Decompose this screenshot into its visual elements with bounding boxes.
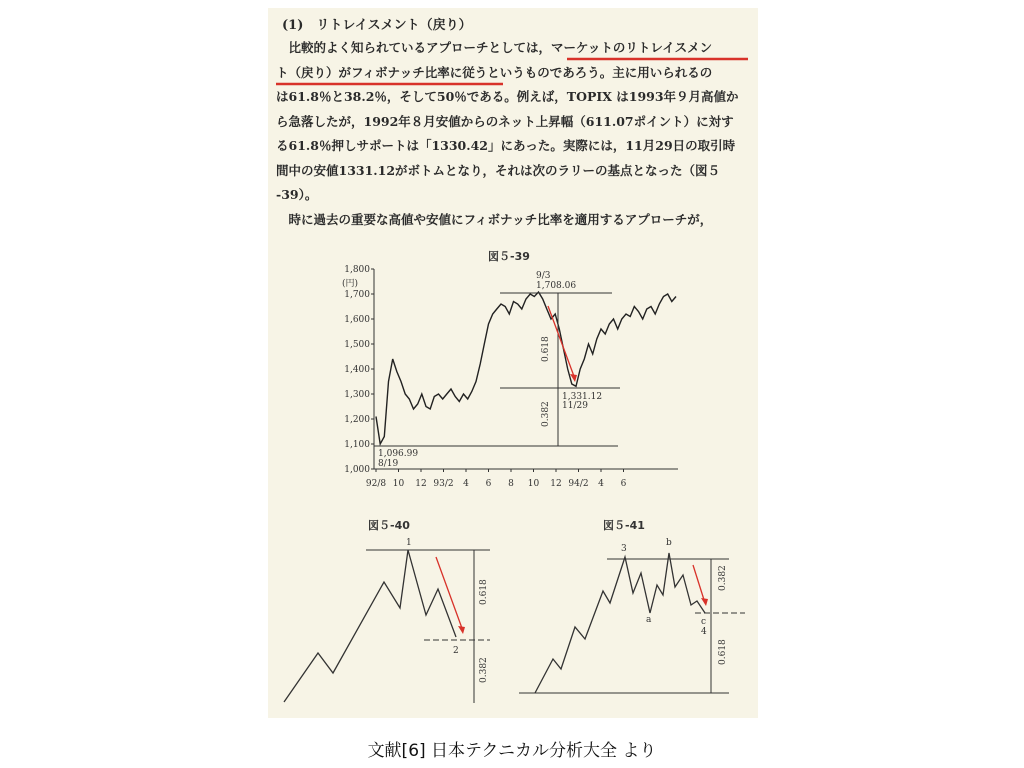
retrace-value-label: 1,331.12 <box>562 392 603 402</box>
y-tick-label: 1,700 <box>344 290 370 300</box>
paragraph-line: ら急落したが，1992年８月安値からのネット上昇幅（611.07ポイント）に対す <box>276 113 734 129</box>
y-tick-label: 1,200 <box>344 415 370 425</box>
y-tick-label: 1,300 <box>344 390 370 400</box>
ratio-upper-label: 0.382 <box>718 565 728 591</box>
low-date-label: 8/19 <box>378 459 399 469</box>
wave-label-a: a <box>646 615 652 625</box>
ratio-lower-label: 0.618 <box>718 639 728 665</box>
x-tick-label: 4 <box>598 479 604 489</box>
x-tick-label: 6 <box>620 479 627 489</box>
x-tick-label: 12 <box>415 479 427 489</box>
x-tick-label: 10 <box>392 479 405 489</box>
y-tick-label: 1,000 <box>344 465 370 475</box>
y-axis-ticks <box>344 265 374 475</box>
down-arrow-head <box>701 598 708 606</box>
source-caption: 文献[6] 日本テクニカル分析大全 より <box>367 741 657 761</box>
down-arrow <box>548 306 575 379</box>
price-series-line <box>376 292 676 444</box>
x-tick-label: 94/2 <box>568 479 589 489</box>
wave-label-b: b <box>666 538 672 548</box>
paragraph-line: は61.8％と38.2％，そして50％である。例えば，TOPIX は1993年９月高値か <box>276 89 739 104</box>
y-tick-label: 1,400 <box>344 365 370 375</box>
paragraph-line: -39）。 <box>276 187 318 202</box>
x-tick-label: 6 <box>485 479 492 489</box>
figure-5-40-diagram <box>278 535 498 710</box>
figure-5-41-diagram <box>515 535 755 710</box>
x-tick-label: 8 <box>508 479 514 489</box>
wave-label-3: 3 <box>621 544 627 554</box>
figure-5-39-chart <box>330 262 690 496</box>
x-tick-label: 4 <box>463 479 469 489</box>
paragraph-line: る61.8％押しサポートは「1330.42」にあった。実際には，11月29日の取引時 <box>276 138 736 153</box>
paragraph-line: 比較的よく知られているアプローチとしては，マーケットのリトレイスメン <box>276 40 713 55</box>
ratio-upper-label: 0.618 <box>541 336 551 362</box>
figure-5-40-title: 図５-40 <box>368 519 410 532</box>
y-tick-label: 1,800 <box>344 265 370 275</box>
wave-line <box>284 550 456 702</box>
high-date-label: 9/3 <box>536 271 551 281</box>
wave-line <box>535 553 705 693</box>
y-tick-label: 1,100 <box>344 440 370 450</box>
wave-label-1: 1 <box>406 538 412 548</box>
y-unit-label: (円) <box>342 279 359 289</box>
ratio-lower-label: 0.382 <box>479 657 489 683</box>
wave-label-c: c <box>701 617 707 627</box>
paragraph-line: 間中の安値1331.12がボトムとなり，それは次のラリーの基点となった（図５ <box>276 162 721 178</box>
x-tick-label: 93/2 <box>433 479 454 489</box>
section-heading: (1) リトレイスメント（戻り） <box>282 18 472 33</box>
high-value-label: 1,708.06 <box>536 281 577 291</box>
down-arrow-head <box>458 626 465 634</box>
paragraph-line: 時に過去の重要な高値や安値にフィボナッチ比率を適用するアプローチが， <box>276 212 713 227</box>
figure-5-39-title: 図５-39 <box>488 250 530 263</box>
y-tick-label: 1,500 <box>344 340 370 350</box>
x-tick-label: 12 <box>550 479 562 489</box>
x-tick-label: 10 <box>527 479 540 489</box>
ratio-lower-label: 0.382 <box>541 401 551 427</box>
down-arrow <box>693 565 705 603</box>
highlight-underlines <box>0 0 1024 120</box>
y-tick-label: 1,600 <box>344 315 370 325</box>
x-axis-ticks <box>366 469 627 489</box>
x-tick-label: 92/8 <box>365 479 387 489</box>
paragraph-2 <box>276 208 750 233</box>
ratio-upper-label: 0.618 <box>479 579 489 605</box>
retrace-date-label: 11/29 <box>562 401 588 411</box>
paragraph-line: ト（戻り）がフィボナッチ比率に従うというものであろう。主に用いられるの <box>276 64 713 80</box>
low-value-label: 1,096.99 <box>378 449 419 459</box>
figure-5-41-title: 図５-41 <box>603 519 645 532</box>
wave-label-2: 2 <box>453 646 459 656</box>
wave-label-4: 4 <box>701 627 707 637</box>
